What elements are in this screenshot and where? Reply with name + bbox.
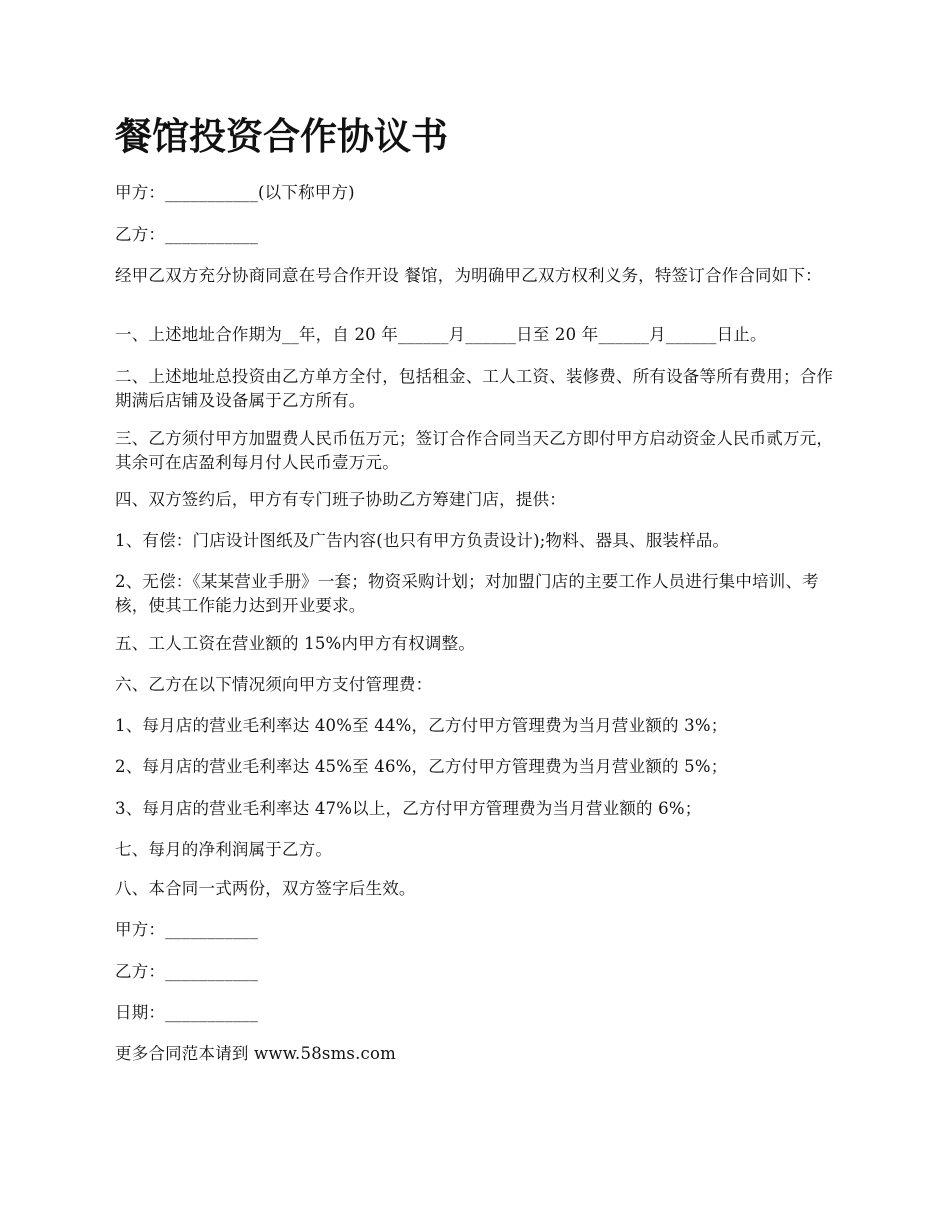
clause-1: 一、上述地址合作期为__年，自 20 年______月______日至 20 年______月______日止。	[115, 325, 767, 344]
clause-2: 二、上述地址总投资由乙方单方全付，包括租金、工人工资、装修费、所有设备等所有费用；合作期满后店铺及设备属于乙方所有。	[115, 367, 834, 410]
clause-7: 七、每月的净利润属于乙方。	[115, 840, 333, 859]
clause-8: 八、本合同一式两份，双方签字后生效。	[115, 879, 416, 898]
clause-3: 三、乙方须付甲方加盟费人民币伍万元；签订合作合同当天乙方即付甲方启动资金人民币贰万元，其余可在店盈利每月付人民币壹万元。	[115, 429, 834, 472]
clause-4-item-1: 1、有偿：门店设计图纸及广告内容(也只有甲方负责设计);物料、器具、服装样品。	[115, 531, 730, 550]
party-a-line: 甲方：___________(以下称甲方)	[115, 183, 355, 202]
signature-party-b: 乙方：___________	[115, 962, 259, 981]
clause-6-item-2: 2、每月店的营业毛利率达 45%至 46%，乙方付甲方管理费为当月营业额的 5%；	[115, 757, 728, 776]
intro-paragraph: 经甲乙双方充分协商同意在号合作开设 餐馆，为明确甲乙双方权利义务，特签订合作合同如下：	[115, 266, 822, 285]
clause-4: 四、双方签约后，甲方有专门班子协助乙方筹建门店，提供：	[115, 490, 566, 509]
clause-6-item-3: 3、每月店的营业毛利率达 47%以上，乙方付甲方管理费为当月营业额的 6%；	[115, 799, 702, 818]
signature-date: 日期：___________	[115, 1003, 259, 1022]
clause-5: 五、工人工资在营业额的 15%内甲方有权调整。	[115, 634, 476, 653]
document-title: 餐馆投资合作协议书	[115, 115, 448, 158]
clause-4-item-2: 2、无偿：《某某营业手册》一套；物资采购计划；对加盟门店的主要工作人员进行集中培训、考核，使其工作能力达到开业要求。	[115, 572, 819, 615]
clause-6: 六、乙方在以下情况须向甲方支付管理费：	[115, 675, 433, 694]
footer-note: 更多合同范本请到 www.58sms.com	[115, 1044, 396, 1063]
signature-party-a: 甲方：___________	[115, 920, 259, 939]
party-b-line: 乙方：___________	[115, 225, 259, 244]
clause-6-item-1: 1、每月店的营业毛利率达 40%至 44%，乙方付甲方管理费为当月营业额的 3%；	[115, 716, 728, 735]
